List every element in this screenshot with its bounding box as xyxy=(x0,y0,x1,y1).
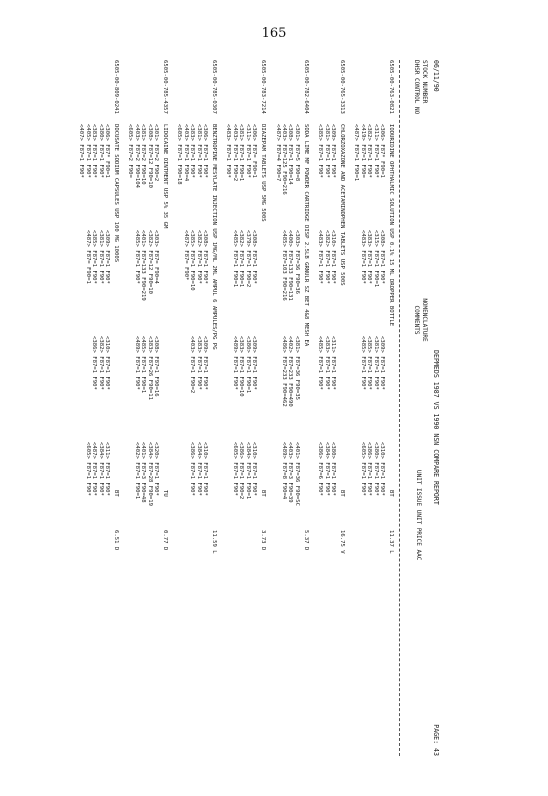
item-entry: <382> F87=1 F90=1 xyxy=(238,230,245,288)
item-stock-number: 6505-00-785-4357 xyxy=(162,60,169,114)
item-stock-number: 6505-00-809-0241 xyxy=(113,60,120,114)
item-name: IODURIDINE OPHTHALMIC SOLUTION USP 0.1% 15 ML DROPPER BOTTLE xyxy=(388,124,394,327)
col-comments: COMMENTS xyxy=(413,305,420,335)
item-column xyxy=(274,230,300,326)
item-column xyxy=(127,336,159,432)
item-entry: <384> F87=1 F90* xyxy=(97,442,104,496)
report-item xyxy=(176,60,217,756)
item-entry: <383> F87=1 F90=10 xyxy=(238,336,245,397)
item-column-right xyxy=(225,442,257,538)
item-column xyxy=(353,230,385,326)
item-name: LIDOCAINE OINTMENT USP 5% 35 GM xyxy=(162,124,169,229)
item-price: 11.37 L xyxy=(388,530,394,554)
item-column xyxy=(317,230,336,326)
item-entry: <383> F87=1 F90* xyxy=(195,336,202,390)
item-column xyxy=(274,124,300,220)
item-stock-number: 6505-00-785-0307 xyxy=(211,60,218,114)
report-item xyxy=(225,60,266,756)
item-entry: <401> F87=3 F90=48 xyxy=(140,442,147,503)
item-price: 11.59 L xyxy=(211,530,218,554)
item-entry: <487> F87= F90=1 xyxy=(84,230,91,284)
item-name: DOCUSATE SODIUM CAPSULES USP 100 MG 1000S xyxy=(113,124,120,263)
item-entry: <386> F87=1 F90=2 xyxy=(238,442,245,500)
item-entry: <400> F87=133 F90=131 xyxy=(287,230,294,301)
item-price: 6.51 D xyxy=(113,530,120,551)
item-unit: BT xyxy=(113,490,120,497)
item-entry: <487> F87=1 F90=1 xyxy=(353,124,360,182)
item-entry: <308> F87=1 F90* xyxy=(379,230,385,284)
item-name: CHLORZOXAZONE AND ACETAMINOPHEN TABLETS USP 500S xyxy=(338,124,345,286)
item-unit: BT xyxy=(388,490,394,497)
item-price: 16.75 V xyxy=(338,530,345,554)
item-stock-number: 6505-00-763-0821 xyxy=(388,60,394,114)
item-entry: <308> F87=1 F90* xyxy=(202,230,209,284)
item-entry: <306> F87* F90=1 xyxy=(104,124,111,178)
item-column xyxy=(78,230,110,326)
item-entry: <487> F87=4 F90=7 xyxy=(274,124,281,182)
item-grid xyxy=(317,124,336,756)
item-entry: <485> F87=1 F90* xyxy=(317,336,324,390)
item-entry: <403> F87=1 F90=2 xyxy=(231,124,238,182)
report-header xyxy=(429,60,440,756)
item-entry: <310> F87=1 F90* xyxy=(202,442,209,496)
item-entry: <311> F87=1 F90* xyxy=(329,336,336,390)
item-entry: <605> F87=1 F90* xyxy=(359,442,366,496)
item-entry: <309> F87=1 F90* xyxy=(202,336,209,390)
item-entry: <380> F87=1 F90* xyxy=(97,124,104,178)
item-entry: <311> F87=1 F90* xyxy=(244,124,251,178)
item-entry: <381> F87=1 F90* xyxy=(372,336,379,390)
item-entry: <605> F87=1 F90* xyxy=(231,442,238,496)
item-grid xyxy=(353,124,385,756)
item-entry: <308> F87=1 F90* xyxy=(251,230,258,284)
item-entry: <386> F87=6 F90* xyxy=(317,442,324,496)
item-price: 3.73 D xyxy=(260,530,267,551)
item-column xyxy=(274,336,300,432)
item-column xyxy=(176,230,208,326)
rotated-report xyxy=(70,54,442,762)
report-item xyxy=(127,60,168,756)
item-entry: <485> F87=1 F90=1 xyxy=(140,336,147,394)
item-entry: <383> F87=1 F90* xyxy=(366,230,373,284)
item-column xyxy=(225,230,257,326)
item-entry: <487> F87= F90* xyxy=(182,230,189,281)
item-column-right xyxy=(127,442,159,538)
item-column xyxy=(78,336,110,432)
item-grid xyxy=(274,124,300,756)
item-entry: <303> F87= F90=4 xyxy=(153,230,160,284)
item-entry: <381> F87=1 F90* xyxy=(195,124,202,178)
item-column xyxy=(353,336,385,432)
item-entry: <485> F87=1 F90* xyxy=(359,336,366,390)
item-entry: <320> F87=1 F90* xyxy=(153,442,160,496)
item-entry: <384> F87=1 F90* xyxy=(195,442,202,496)
item-entry: <383> F87=26 F90=11 xyxy=(146,336,153,400)
item-stock-number: 6505-00-782-6404 xyxy=(302,60,309,114)
item-entry: <382> F87=1 F90* xyxy=(195,230,202,284)
item-entry: <384> F87=1 F90=1 xyxy=(244,442,251,500)
column-headers xyxy=(398,60,428,756)
item-entry: <301> F87=2 F90=2 xyxy=(153,124,160,182)
report-date: 06/11/90 xyxy=(432,60,440,92)
item-entry: <309> F87=1 F90* xyxy=(329,124,336,178)
item-entry: <310> F87=1 F90* xyxy=(251,442,258,496)
item-column xyxy=(225,124,257,220)
col-unit: UNIT ISSUE UNIT PRICE AAC xyxy=(415,470,422,561)
item-entry: <605> F87=2 F90= xyxy=(127,124,134,178)
item-entry: <381> F87=1 F90* xyxy=(323,124,330,178)
item-entry: <315> F87=1 F90=1 xyxy=(372,230,379,288)
item-name: SODA LIME MF POWDER CARTRIDGE DISP 2.5LB GRNULR SZ BET 4&8 MESH EA xyxy=(302,124,309,347)
item-entry: <386> F87=1 F90* xyxy=(366,442,373,496)
item-entry: <383> F87=1 F90* xyxy=(91,124,98,178)
item-entry: <380> F87=1 F90* xyxy=(372,442,379,496)
item-entry: <381> F87=1 F90* xyxy=(97,230,104,284)
item-entry: <309> F87=1 F90* xyxy=(379,336,385,390)
item-entry: <403> F87=125 F90=216 xyxy=(280,124,287,195)
item-grid xyxy=(127,124,159,756)
item-entry: <402> F87=1 F90=1 xyxy=(133,442,140,500)
item-entry: <309> F87=1 F90* xyxy=(104,230,111,284)
item-entry: <380> F87=1 F90* xyxy=(329,442,336,496)
item-entry: <382> F87=1 F90* xyxy=(323,230,330,284)
item-entry: <379> F87=1 F90=2 xyxy=(244,230,251,288)
item-entry: <381> F87=2 F90=10 xyxy=(140,124,147,185)
report-page: PAGE: 43 xyxy=(432,724,440,756)
item-entry: <383> F87=1 F90* xyxy=(189,124,196,178)
item-entry: <485> F87=1 F90* xyxy=(133,230,140,284)
item-entry: <407> F87=1 F90* xyxy=(78,124,85,178)
item-column xyxy=(353,124,385,220)
item-entry: <306> F87= F90=1 xyxy=(251,124,258,178)
item-entry: <385> F87=1 F90* xyxy=(91,230,98,284)
item-entry: <485> F87=1 F90=1 xyxy=(231,230,238,288)
item-entry: <384> F87=28 F90=19 xyxy=(146,442,153,506)
item-entry: <403> F87=3 F90=39 xyxy=(287,442,294,503)
item-entry: <489> F87=1 F90* xyxy=(231,336,238,390)
report-sheet xyxy=(70,54,442,762)
item-entry: <401> F87=133 F90=219 xyxy=(140,230,147,301)
col-stock-2: DHSR CONTROL NO xyxy=(413,60,420,115)
item-entry: <485> F87=103 F90=216 xyxy=(280,230,287,301)
item-column xyxy=(317,336,336,432)
item-grid xyxy=(176,124,208,756)
item-unit: BT xyxy=(260,490,267,497)
item-column-right xyxy=(274,442,300,538)
item-entry: <303> F87=36 F90=36 xyxy=(293,230,300,294)
item-entry: <486> F87=233 F90=462 xyxy=(280,336,287,407)
item-entry: <605> F87=1 F90=18 xyxy=(176,124,183,185)
item-column xyxy=(176,124,208,220)
item-column xyxy=(225,336,257,432)
item-entry: <403> F87=1 F90=2 xyxy=(189,336,196,394)
item-entry: <309> F87=1 F90* xyxy=(251,336,258,390)
item-unit: TU xyxy=(162,490,169,497)
header-rule xyxy=(399,60,400,756)
item-entry: <483> F87=1 F90* xyxy=(359,230,366,284)
item-entry: <401> F87=36 F90=SC xyxy=(293,442,300,506)
page-number: 165 xyxy=(261,26,287,41)
col-nomenclature: NOMENCLATURE xyxy=(421,298,428,342)
item-entry: <382> F87=12 F90=10 xyxy=(146,230,153,294)
item-price: 0.77 D xyxy=(162,530,169,551)
item-entry: <385> F87=1 F90=10 xyxy=(189,230,196,291)
item-entry: <308> F87=1 F90=16 xyxy=(153,336,160,397)
item-grid xyxy=(225,124,257,756)
item-entry: <386> F87=1 F90* xyxy=(91,336,98,390)
item-column-right xyxy=(353,442,385,538)
item-column-right xyxy=(176,442,208,538)
item-column-right xyxy=(317,442,336,538)
item-entry: <306> F87* F90=1 xyxy=(379,124,385,178)
item-entry: <301> F87=5 F90=8 xyxy=(293,124,300,182)
item-entry: <385> F87=1 F90* xyxy=(317,124,324,178)
item-column-right xyxy=(78,442,110,538)
item-grid xyxy=(78,124,110,756)
item-entry: <381> F87=36 F90=35 xyxy=(293,336,300,400)
item-column xyxy=(127,124,159,220)
item-entry: <382> F87=1 F90* xyxy=(97,336,104,390)
item-entry: <419> F87=1 F90= xyxy=(359,124,366,178)
report-item xyxy=(274,60,309,756)
report-item xyxy=(317,60,345,756)
report-title: DEPMEDS 1987 VS 1990 NSN COMPARE REPORT xyxy=(432,350,440,505)
item-entry: <381> F87=1 F90=1 xyxy=(238,124,245,182)
item-entry: <402> F87=233 F90=490 xyxy=(287,336,294,407)
item-entry: <483> F87=1 F90* xyxy=(317,230,324,284)
item-entry: <384> F87=1 F90* xyxy=(323,442,330,496)
item-entry: <383> F87=1 F90* xyxy=(323,336,330,390)
item-entry: <311> F87=1 F90* xyxy=(104,442,111,496)
item-entry: <605> F87=1 F90* xyxy=(84,442,91,496)
item-unit: BT xyxy=(338,490,345,497)
item-entry: <382> F87=1 F90* xyxy=(366,124,373,178)
item-stock-number: 6505-00-783-7214 xyxy=(260,60,267,114)
item-entry: <483> F87=1 F90* xyxy=(225,124,232,178)
item-entry: <487> F87=1 F90* xyxy=(91,442,98,496)
item-entry: <306> F87=1 F90* xyxy=(202,124,209,178)
item-entry: <310> F87=1 F90* xyxy=(329,230,336,284)
item-entry: <386> F87=1 F90* xyxy=(189,442,196,496)
item-name: BENZTROPINE MESYLATE INJECTION USP 1MG/ML 2ML AMPUL 6 AMPULES/PG PG xyxy=(211,124,218,350)
item-entry: <380> F87=1 F90=1 xyxy=(244,336,251,394)
item-price: 5.37 D xyxy=(302,530,309,551)
item-entry: <310> F87=1 F90* xyxy=(104,336,111,390)
item-entry: <489> F87=1 F90* xyxy=(133,336,140,390)
item-entry: <405> F87=1 F90* xyxy=(84,124,91,178)
item-entry: <385> F87=1 F90* xyxy=(366,336,373,390)
item-entry: <308> F87=1 F90=14 xyxy=(287,124,294,185)
item-name: DIAZEPAM TABLETS USP 5MG 500S xyxy=(260,124,267,222)
col-stock: STOCK NUMBER xyxy=(421,60,428,104)
item-column xyxy=(127,230,159,326)
report-rows xyxy=(70,60,394,756)
item-entry: <311> F87=1 F90* xyxy=(372,124,379,178)
item-stock-number: 6505-00-765-3313 xyxy=(338,60,345,114)
item-column xyxy=(317,124,336,220)
item-entry: <403> F87=2 F90=104 xyxy=(133,124,140,188)
report-item xyxy=(353,60,394,756)
item-column xyxy=(176,336,208,432)
item-entry: <403> F87=1 F90=4 xyxy=(182,124,189,182)
item-column xyxy=(78,124,110,220)
item-entry: <308> F87=12 F90=10 xyxy=(146,124,153,188)
report-item xyxy=(78,60,119,756)
item-entry: <489> F87=8 F90=4 xyxy=(280,442,287,500)
item-entry: <310> F87=1 F90* xyxy=(379,442,385,496)
